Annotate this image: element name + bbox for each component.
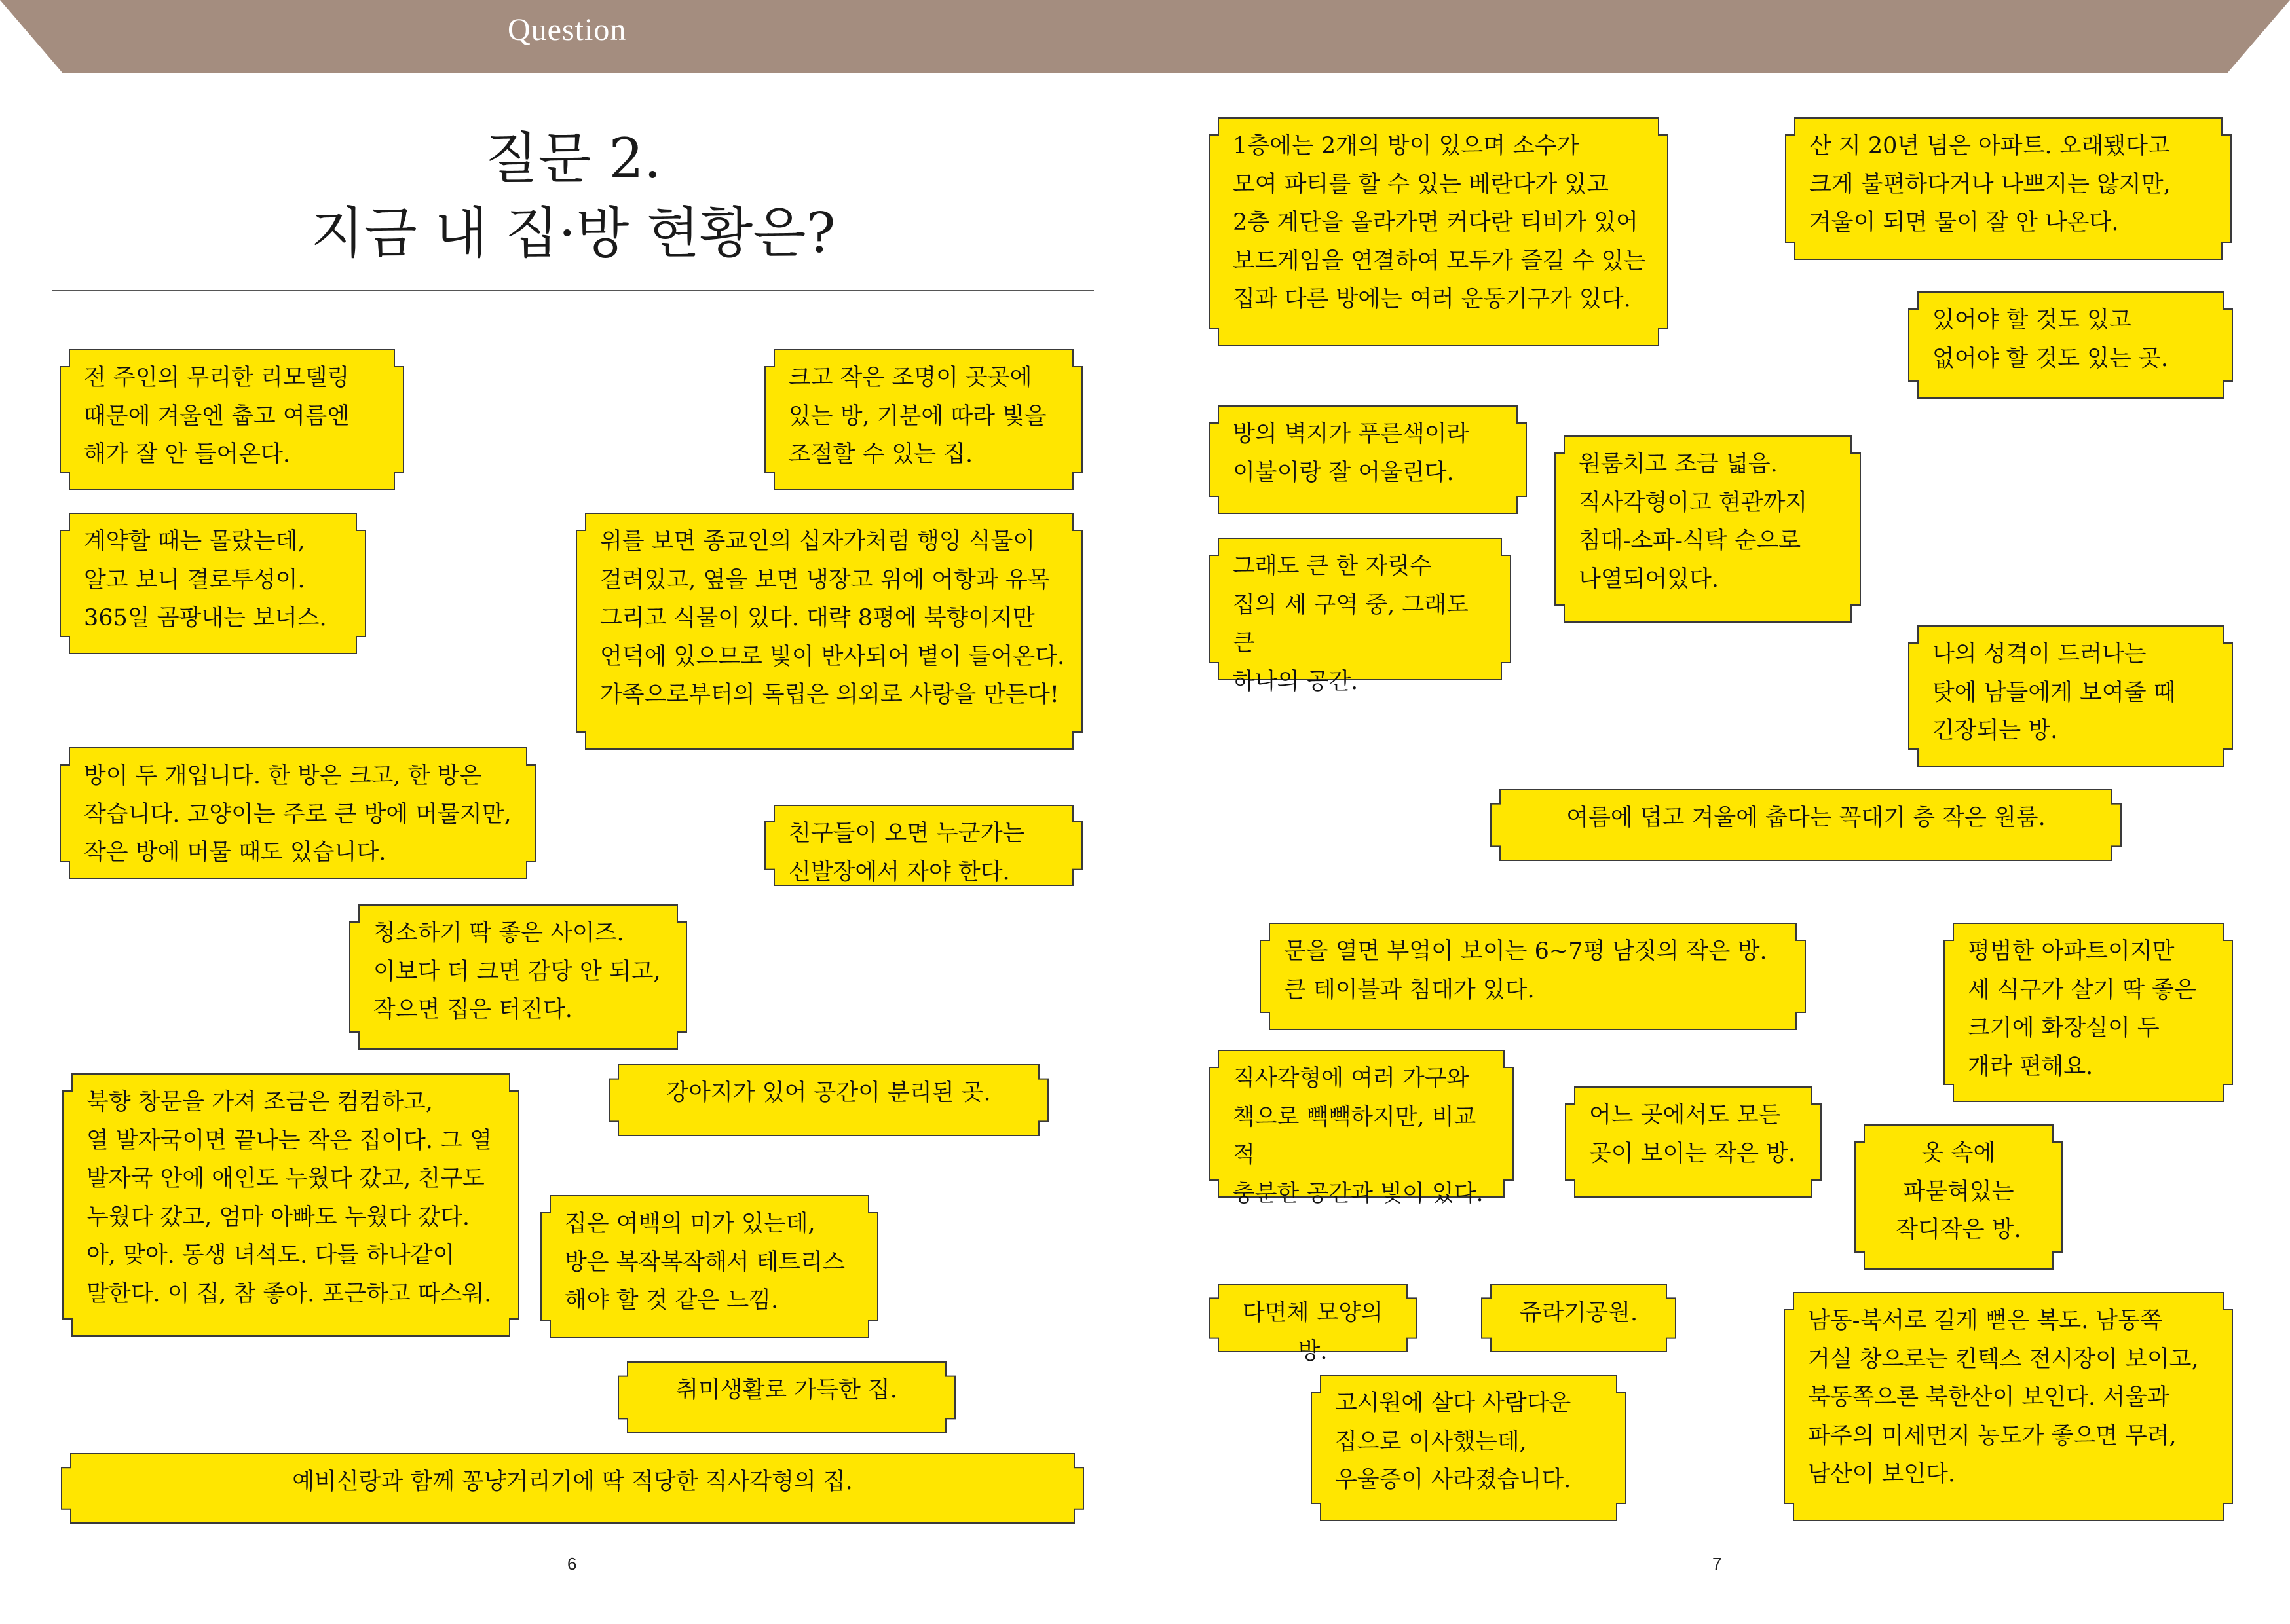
- answer-text: 평범한 아파트이지만 세 식구가 살기 딱 좋은 크기에 화장실이 두 개라 편해요.: [1968, 938, 2196, 1080]
- answer-card: [1855, 1125, 2062, 1269]
- answer-text: 여름에 덥고 겨울에 춥다는 꼭대기 층 작은 원룸.: [1566, 805, 2046, 831]
- answer-text: 위를 보면 종교인의 십자가처럼 행잉 식물이 걸려있고, 옆을 보면 냉장고 위에 어항과 유목 그리고 식물이 있다. 대략 8평에 북향이지만 언덕에 있으므로 빛이 반사되어 볕이 들어온다. 가족으로부터의 독립은 의외로 사랑을 만든다!: [600, 528, 1065, 708]
- answer-card: [1482, 1285, 1676, 1352]
- answer-card: [1209, 1050, 1513, 1207]
- section-label: Question: [508, 12, 627, 47]
- answer-card: [63, 1074, 519, 1336]
- answer-text: 고시원에 살다 사람다운 집으로 이사했는데, 우울증이 사라졌습니다.: [1335, 1390, 1571, 1493]
- answer-card: [1909, 292, 2232, 398]
- answer-text: 1층에는 2개의 방이 있으며 소수가 모여 파티를 할 수 있는 베란다가 있고 2층 계단을 올라가면 커다란 티비가 있어 보드게임을 연결하여 모두가 즐길 수 있는 집과 다른 방에는 여러 운동기구가 있다.: [1233, 133, 1646, 312]
- answer-card: [350, 905, 686, 1049]
- answer-text: 북향 창문을 가져 조금은 컴컴하고, 열 발자국이면 끝나는 작은 집이다. 그 열 발자국 안에 애인도 누웠다 갔고, 친구도 누웠다 갔고, 엄마 아빠도 누웠다 갔다. 아, 맞아. 동생 녀석도. 다들 하나같이 말한다. 이 집, 참 좋아. 포근하고 따스워.: [86, 1089, 492, 1307]
- section-header-band: [0, 0, 2290, 73]
- title-divider: [52, 290, 1094, 291]
- answer-card: [1784, 1293, 2232, 1521]
- page-number-left: 6: [567, 1554, 577, 1574]
- answer-card: [1209, 406, 1526, 513]
- answer-text: 크고 작은 조명이 곳곳에 있는 방, 기분에 따라 빛을 조절할 수 있는 집.: [789, 365, 1047, 468]
- answer-text: 직사각형에 여러 가구와 책으로 빽빽하지만, 비교적 충분한 공간과 빛이 있다.: [1233, 1065, 1484, 1207]
- answer-card: [1491, 790, 2121, 860]
- answer-card: [765, 350, 1082, 490]
- answer-card: [1209, 538, 1511, 695]
- answer-card: [1209, 118, 1668, 346]
- answer-text: 계약할 때는 몰랐는데, 알고 보니 결로투성이. 365일 곰팡내는 보너스.: [84, 528, 327, 631]
- answer-card: [618, 1362, 955, 1433]
- answer-text: 쥬라기공원.: [1519, 1300, 1638, 1326]
- answer-text: 전 주인의 무리한 리모델링 때문에 겨울엔 춥고 여름엔 해가 잘 안 들어온다.: [84, 365, 350, 468]
- answer-text: 예비신랑과 함께 꽁냥거리기에 딱 적당한 직사각형의 집.: [292, 1469, 853, 1495]
- answer-text: 강아지가 있어 공간이 분리된 곳.: [666, 1080, 991, 1106]
- answer-card: [1555, 436, 1860, 622]
- answer-card: [62, 1454, 1083, 1523]
- answer-card: [1944, 923, 2232, 1101]
- answer-card: [60, 748, 536, 879]
- answer-card: [60, 513, 366, 654]
- answer-text: 있어야 할 것도 있고 없어야 할 것도 있는 곳.: [1932, 307, 2168, 372]
- answer-card: [1909, 626, 2232, 766]
- answer-text: 산 지 20년 넘은 아파트. 오래됐다고 크게 불편하다거나 나쁘지는 않지만, 겨울이 되면 물이 잘 안 나온다.: [1809, 133, 2171, 236]
- answer-text: 다면체 모양의 방.: [1243, 1300, 1383, 1365]
- answer-text: 옷 속에 파묻혀있는 작디작은 방.: [1896, 1140, 2021, 1243]
- answer-card: [1260, 923, 1805, 1029]
- answer-text: 청소하기 딱 좋은 사이즈. 이보다 더 크면 감당 안 되고, 작으면 집은 터진다.: [373, 920, 661, 1023]
- answer-text: 그래도 큰 한 자릿수 집의 세 구역 중, 그래도 큰 하나의 공간.: [1233, 553, 1469, 695]
- answer-card: [60, 350, 404, 490]
- answer-card: [541, 1196, 878, 1337]
- answer-text: 방의 벽지가 푸른색이라 이불이랑 잘 어울린다.: [1233, 421, 1469, 486]
- answer-card: [765, 805, 1082, 885]
- answer-card: [576, 513, 1082, 749]
- answer-card: [609, 1065, 1048, 1135]
- answer-text: 방이 두 개입니다. 한 방은 크고, 한 방은 작습니다. 고양이는 주로 큰 방에 머물지만, 작은 방에 머물 때도 있습니다.: [84, 763, 512, 866]
- answer-text: 문을 열면 부엌이 보이는 6~7평 남짓의 작은 방. 큰 테이블과 침대가 있다.: [1284, 938, 1767, 1003]
- answer-text: 남동-북서로 길게 뻗은 복도. 남동쪽 거실 창으로는 킨텍스 전시장이 보이고, 북동쪽으론 북한산이 보인다. 서울과 파주의 미세먼지 농도가 좋으면 무려, 남산이 보인다.: [1808, 1308, 2199, 1487]
- answer-text: 어느 곳에서도 모든 곳이 보이는 작은 방.: [1589, 1102, 1795, 1167]
- answer-text: 취미생활로 가득한 집.: [676, 1377, 897, 1403]
- page-number-right: 7: [1712, 1554, 1722, 1574]
- answer-card: [1566, 1087, 1821, 1197]
- answer-text: 집은 여백의 미가 있는데, 방은 복작복작해서 테트리스 해야 할 것 같은 느낌.: [565, 1211, 845, 1314]
- page-title-line-1: 질문 2.: [485, 126, 662, 191]
- answer-text: 원룸치고 조금 넓음. 직사각형이고 현관까지 침대-소파-식탁 순으로 나열되어있다.: [1579, 451, 1808, 593]
- answer-card: [1311, 1375, 1626, 1521]
- answer-card: [1209, 1285, 1416, 1365]
- page-title-line-2: 지금 내 집·방 현황은?: [310, 201, 836, 265]
- answer-text: 친구들이 오면 누군가는 신발장에서 자야 한다.: [789, 821, 1025, 885]
- answer-text: 나의 성격이 드러나는 탓에 남들에게 보여줄 때 긴장되는 방.: [1932, 641, 2176, 744]
- answer-card: [1786, 118, 2231, 259]
- header-band-shape: [0, 0, 2290, 73]
